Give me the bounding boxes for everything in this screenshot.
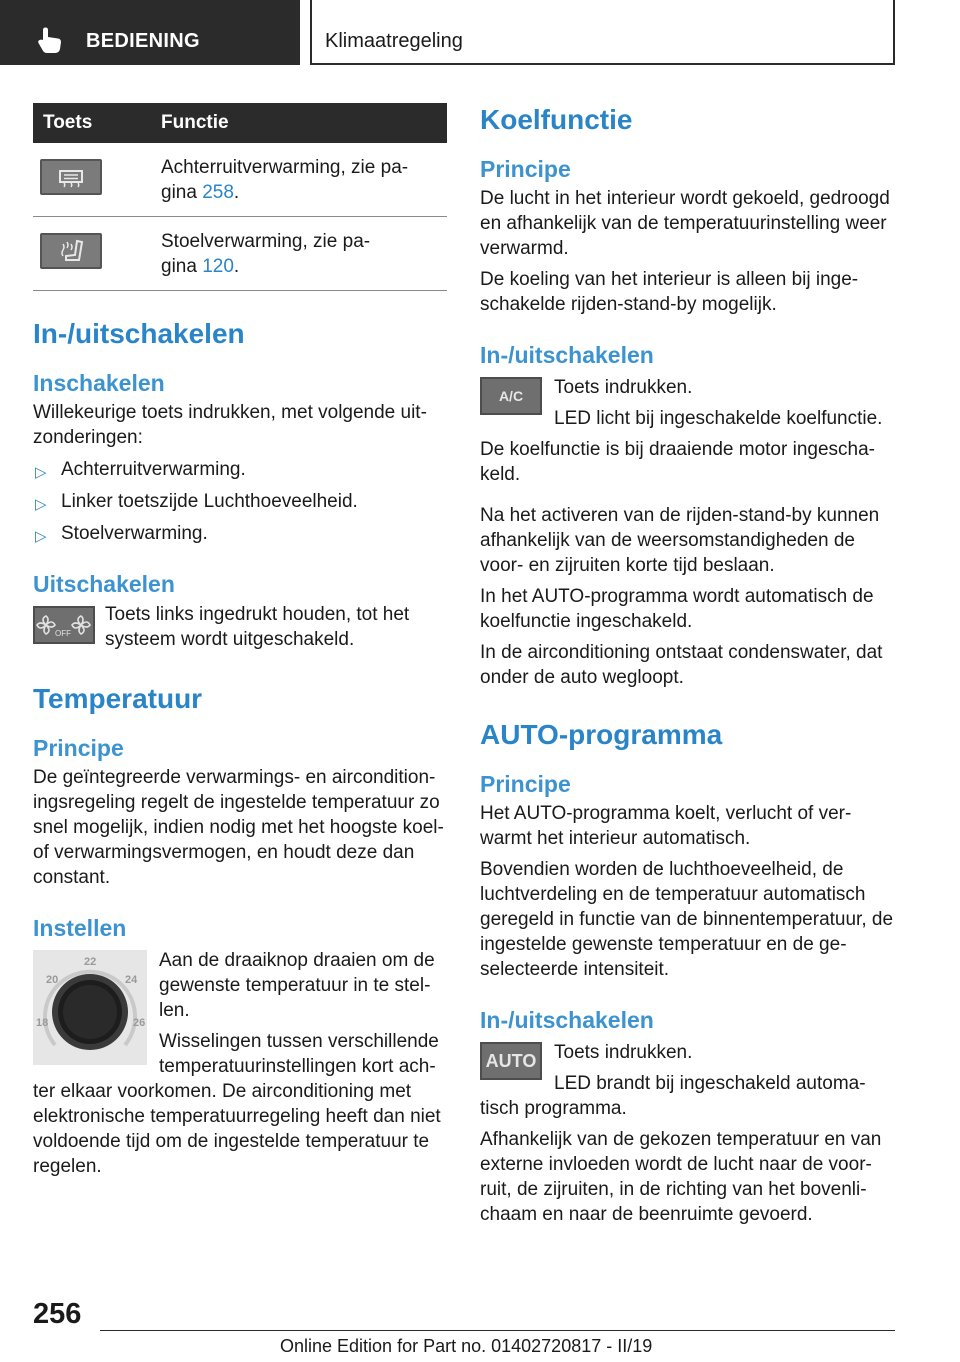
paragraph: Toets links ingedrukt houden, tot het systeem wordt uitgeschakeld. <box>105 604 410 650</box>
paragraph: Afhankelijk van de gekozen temperatuur en van externe invloeden wordt de lucht naar de voor-ruit, de zijruiten, in de richting van het bovenli-chaam en naar de beenruimte gevoerd. <box>480 1129 882 1225</box>
paragraph: Toets indrukken. <box>554 377 693 398</box>
svg-text:20: 20 <box>46 974 59 986</box>
table-cell-text: Stoelverwarming, zie pa- <box>161 231 371 252</box>
paragraph: De lucht in het interieur wordt gekoeld, gedroogd en afhankelijk van de temperatuurinstelling weer verwarmd. <box>480 188 890 259</box>
svg-text:24: 24 <box>125 974 138 986</box>
seat-heating-icon <box>40 233 102 269</box>
paragraph: Aan de draaiknop draaien om de gewenste temperatuur in te stel-len. <box>159 950 435 1021</box>
paragraph: Wisselingen tussen verschillende temperatuurinstellingen kort ach- <box>159 1031 439 1077</box>
heading-cooling: Koelfunctie <box>480 104 633 135</box>
page-title: Klimaatregeling <box>325 30 463 52</box>
heading-on-off: In-/uitschakelen <box>480 342 654 368</box>
table-cell-text: Achterruitverwarming, zie pa- <box>161 157 409 178</box>
heading-switch-on: Inschakelen <box>33 370 165 396</box>
list-item: ▷ Linker toetszijde Luchthoeveelheid. <box>33 489 447 514</box>
paragraph: De geïntegreerde verwarmings- en aircondition-ingsregeling regelt de ingestelde temperatuur zo snel mogelijk, indien nodig met het hoogste koel- of verwarmingsvermogen, en houdt deze dan constant. <box>33 767 444 888</box>
heading-temperature: Temperatuur <box>33 683 203 714</box>
table-row: Stoelverwarming, zie pa- gina 120. <box>33 217 447 291</box>
heading-principle: Principe <box>480 156 571 182</box>
triangle-bullet-icon: ▷ <box>35 496 47 513</box>
page-link[interactable]: 120 <box>202 256 234 277</box>
paragraph: ter elkaar voorkomen. De airconditioning met elektronische temperatuurregeling heeft dan niet voldoende tijd om de ingestelde temperatuur te regelen. <box>33 1081 441 1177</box>
heading-on-off: In-/uitschakelen <box>480 1007 654 1033</box>
auto-button-image: AUTO <box>480 1042 542 1080</box>
right-column <box>480 103 894 1227</box>
paragraph: In het AUTO-programma wordt automatisch de koelfunctie ingeschakeld. <box>480 586 874 632</box>
footer-edition: Online Edition for Part no. 01402720817 - II/19 <box>280 1336 653 1356</box>
heading-switch-off: Uitschakelen <box>33 571 175 597</box>
svg-text:OFF: OFF <box>55 629 71 638</box>
page-number: 256 <box>33 1298 82 1330</box>
header-divider <box>310 0 312 65</box>
paragraph: tisch programma. <box>480 1098 627 1119</box>
paragraph: De koeling van het interieur is alleen bij inge-schakelde rijden-stand-by mogelijk. <box>480 269 859 315</box>
left-column <box>33 103 447 1179</box>
paragraph: Toets indrukken. <box>554 1042 693 1063</box>
paragraph: Het AUTO-programma koelt, verlucht of ver-warmt het interieur automatisch. <box>480 803 852 849</box>
header-divider <box>893 0 895 65</box>
section-tab <box>0 0 300 65</box>
svg-text:26: 26 <box>133 1017 146 1029</box>
table-row: Achterruitverwarming, zie pa- gina 258. <box>33 143 447 217</box>
key-function-table <box>33 103 447 291</box>
table-header-function: Functie <box>161 103 447 143</box>
paragraph: Na het activeren van de rijden-stand-by kunnen afhankelijk van de weersomstandigheden de voor- en zijruiten korte tijd beslaan. <box>480 505 880 576</box>
ac-button-image: A/C <box>480 377 542 415</box>
table-header-key: Toets <box>33 103 161 143</box>
exceptions-list <box>33 457 447 546</box>
rear-window-defrost-icon <box>40 159 102 195</box>
paragraph: In de airconditioning ontstaat condenswater, dat onder de auto wegloopt. <box>480 642 883 688</box>
header-divider <box>310 63 895 65</box>
hand-pointer-icon <box>37 26 63 54</box>
fan-off-button-image <box>33 606 95 644</box>
paragraph: LED licht bij ingeschakelde koelfunctie. <box>554 408 883 429</box>
triangle-bullet-icon: ▷ <box>35 528 47 545</box>
footer-divider <box>100 1330 895 1331</box>
list-item: ▷ Stoelverwarming. <box>33 521 447 546</box>
section-label: BEDIENING <box>86 30 200 52</box>
triangle-bullet-icon: ▷ <box>35 464 47 481</box>
svg-text:22: 22 <box>84 956 97 968</box>
paragraph: De koelfunctie is bij draaiende motor ingescha-keld. <box>480 439 875 485</box>
list-item: ▷ Achterruitverwarming. <box>33 457 447 482</box>
heading-principle: Principe <box>33 735 124 761</box>
paragraph: LED brandt bij ingeschakeld automa- <box>554 1073 866 1094</box>
heading-principle: Principe <box>480 771 571 797</box>
heading-auto-program: AUTO-programma <box>480 719 723 750</box>
heading-on-off: In-/uitschakelen <box>33 318 245 349</box>
paragraph: Bovendien worden de luchthoeveelheid, de luchtverdeling en de temperatuur automatisch geregeld in functie van de binnentemperatuur, de ingestelde gewenste temperatuur en de ge-selecteerde intensiteit. <box>480 859 894 980</box>
paragraph: Willekeurige toets indrukken, met volgende uit-zonderingen: <box>33 402 427 448</box>
page-link[interactable]: 258 <box>202 182 234 203</box>
svg-text:18: 18 <box>36 1017 49 1029</box>
heading-settings: Instellen <box>33 915 127 941</box>
temperature-dial-image <box>33 950 147 1065</box>
